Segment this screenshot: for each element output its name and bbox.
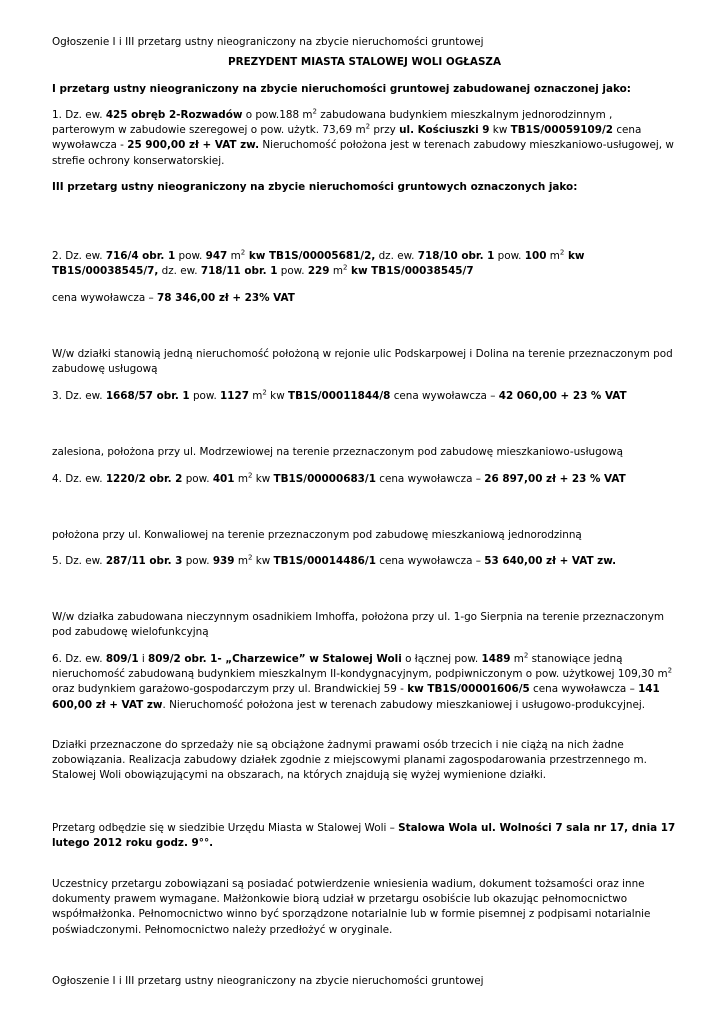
header-text: Ogłoszenie I i III przetarg ustny nieograniczony na zbycie nieruchomości gruntowej (52, 36, 484, 48)
item-2-price: cena wywoławcza – 78 346,00 zł + 23% VAT (52, 292, 295, 304)
section-1-heading: I przetarg ustny nieograniczony na zbycie nieruchomości gruntowej zabudowanej oznaczonej jako: (52, 83, 631, 95)
item-6-description: W/w działka zabudowana nieczynnym osadnikiem Imhoffa, położona przy ul. 1-go Sierpnia na terenie przeznaczonym pod zabudowę wielofunkcyjną (52, 611, 665, 639)
item-5-description: położona przy ul. Konwaliowej na terenie przeznaczonym pod zabudowę mieszkaniową jednorodzinną (52, 529, 582, 541)
item-2-paragraph: 2. Dz. ew. 716/4 obr. 1 pow. 947 $m^2$ kw TB1S/00005681/2, dz. ew. 718/10 obr. 1 pow. 100 $m^2$ kw TB1S/00038545/7, dz. ew. 718/11 obr. 1 pow. 229 $m^2$ kw TB1S/00038545/7 (52, 248, 585, 278)
notes-paragraph: Działki przeznaczone do sprzedaży nie są obciążone żadnymi prawami osób trzecich i nie ciążą na nich żadne zobowiązania. Realizacja zabudowy działek zgodnie z miejscowymi planami zagospodarowania przestrzennego m. Stalowej Woli obowiązującymi na obszarach, na których znajdują się wyżej wymienione działki. (52, 739, 647, 782)
item-4-description: zalesiona, położona przy ul. Modrzewiowej na terenie przeznaczonym pod zabudowę mieszkaniowo-usługową (52, 446, 623, 458)
item-5-paragraph: 5. Dz. ew. 287/11 obr. 3 pow. 939 $m^2$ kw TB1S/00014486/1 cena wywoławcza – 53 640,00 zł + VAT zw. (52, 553, 617, 567)
item-3-description: W/w działki stanowią jedną nieruchomość położoną w rejonie ulic Podskarpowej i Dolina na terenie przeznaczonym pod zabudowę usługową (52, 348, 673, 376)
footer-text: Ogłoszenie I i III przetarg ustny nieograniczony na zbycie nieruchomości gruntowej (52, 975, 484, 987)
item-1-paragraph: 1. Dz. ew. 425 obręb 2-Rozwadów o pow.188 $m^2$ zabudowana budynkiem mieszkalnym jednorodzinnym , parterowym w zabudowie szeregowej o pow. użytk. 73,69 $m^2$ przy ul. Kościuszki 9 kw TB1S/00059109/2 cena wywoławcza - 25 900,00 zł + VAT zw. Nieruchomość położona jest w terenach zabudowy mieszkaniowo-usługowej, w strefie ochrony konserwatorskiej. (52, 107, 674, 167)
president-heading: PREZYDENT MIASTA STALOWEJ WOLI OGŁASZA (227, 56, 502, 68)
item-4-paragraph: 4. Dz. ew. 1220/2 obr. 2 pow. 401 $m^2$ kw TB1S/00000683/1 cena wywoławcza – 26 897,00 zł + 23 % VAT (52, 471, 626, 485)
item-6-paragraph: 6. Dz. ew. 809/1 i 809/2 obr. 1- „Charzewice” w Stalowej Woli o łącznej pow. 1489 $m^2$ stanowiące jedną nieruchomość zabudowaną budynkiem mieszkalnym II-kondygnacyjnym, podpiwniczonym o pow. użytkowej 109,30 $m^2$ oraz budynkiem garażowo-gospodarczym przy ul. Brandwickiej 59 - kw TB1S/00001606/5 cena wywoławcza – 141 600,00 zł + VAT zw. Nieruchomość położona jest w terenach zabudowy mieszkaniowej i usługowo-produkcyjnej. (52, 651, 673, 711)
section-3-heading: III przetarg ustny nieograniczony na zbycie nieruchomości gruntowych oznaczonych jako: (52, 181, 578, 193)
venue-paragraph: Przetarg odbędzie się w siedzibie Urzędu Miasta w Stalowej Woli – Stalowa Wola ul. Wolności 7 sala nr 17, dnia 17 lutego 2012 roku godz. 9°°. (52, 822, 676, 850)
item-3-paragraph: 3. Dz. ew. 1668/57 obr. 1 pow. 1127 $m^2$ kw TB1S/00011844/8 cena wywoławcza – 42 060,00 + 23 % VAT (52, 388, 627, 402)
participants-paragraph: Uczestnicy przetargu zobowiązani są posiadać potwierdzenie wniesienia wadium, dokument tożsamości oraz inne dokumenty prawem wymagane. Małżonkowie biorą udział w przetargu osobiście lub okazując pełnomocnictwo współmałżonka. Pełnomocnictwo winno być sporządzone notarialnie lub w formie pisemnej z podpisami notarialnie poświadczonymi. Pełnomocnictwo należy przedłożyć w oryginale. (52, 878, 651, 936)
